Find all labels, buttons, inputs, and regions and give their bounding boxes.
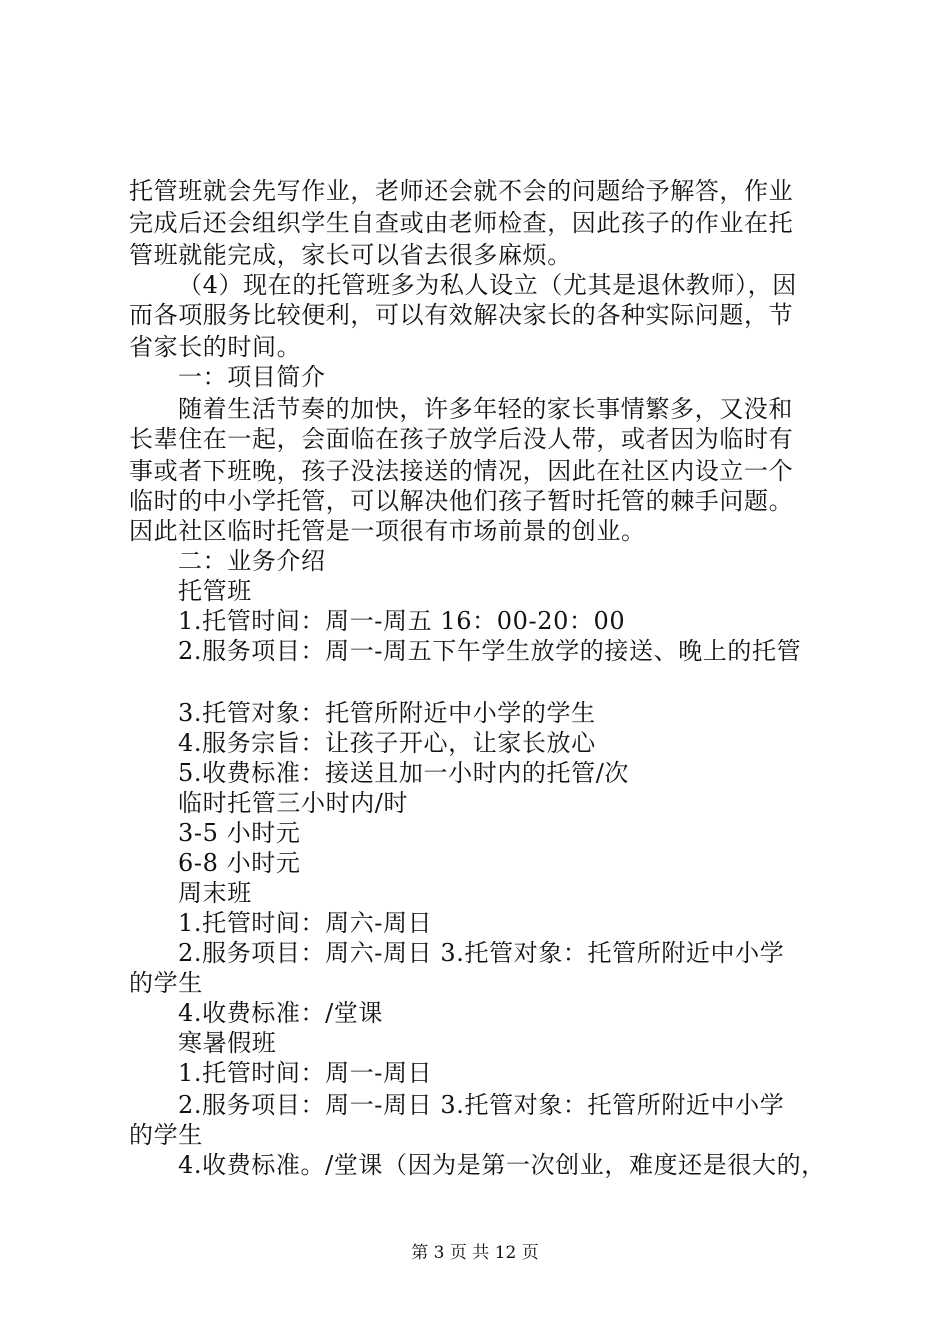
list-item: 2.服务项目：周一-周五下午学生放学的接送、晚上的托管 <box>178 637 802 665</box>
page-number-footer: 第 3 页 共 12 页 <box>411 1243 539 1263</box>
body-text-line: 省家长的时间。 <box>129 333 302 361</box>
list-item: 4.收费标准：/堂课 <box>178 999 383 1027</box>
body-text-line: 的学生 <box>129 1121 203 1149</box>
list-item: 2.服务项目：周六-周日 3.托管对象：托管所附近中小学 <box>178 939 785 967</box>
body-text-line: 管班就能完成，家长可以省去很多麻烦。 <box>129 241 572 269</box>
body-text-line: 托管班就会先写作业，老师还会就不会的问题给予解答，作业 <box>129 177 794 205</box>
subsection-heading: 周末班 <box>178 879 252 907</box>
body-text-line: 临时的中小学托管，可以解决他们孩子暂时托管的棘手问题。 <box>129 487 794 515</box>
section-heading: 一：项目简介 <box>178 363 326 391</box>
body-text-line: 的学生 <box>129 969 203 997</box>
body-text-line: 随着生活节奏的加快，许多年轻的家长事情繁多，又没和 <box>178 395 793 423</box>
list-item: 4.收费标准。/堂课（因为是第一次创业，难度还是很大的， <box>178 1151 826 1179</box>
subsection-heading: 托管班 <box>178 577 252 605</box>
body-text-line: 因此社区临时托管是一项很有市场前景的创业。 <box>129 517 646 545</box>
list-item: 5.收费标准：接送且加一小时内的托管/次 <box>178 759 629 787</box>
body-text-line: 临时托管三小时内/时 <box>178 789 409 817</box>
body-text-line: 而各项服务比较便利，可以有效解决家长的各种实际问题，节 <box>129 301 794 329</box>
body-text-line: 事或者下班晚，孩子没法接送的情况，因此在社区内设立一个 <box>129 457 794 485</box>
list-item: 1.托管时间：周六-周日 <box>178 909 433 937</box>
body-text-line: 3-5 小时元 <box>178 819 301 847</box>
list-item: 3.托管对象：托管所附近中小学的学生 <box>178 699 596 727</box>
body-text-line: 完成后还会组织学生自查或由老师检查，因此孩子的作业在托 <box>129 209 794 237</box>
body-text-line: 长辈住在一起，会面临在孩子放学后没人带，或者因为临时有 <box>129 425 794 453</box>
list-item: 1.托管时间：周一-周日 <box>178 1059 433 1087</box>
section-heading: 二：业务介绍 <box>178 547 326 575</box>
subsection-heading: 寒暑假班 <box>178 1029 277 1057</box>
list-item: 1.托管时间：周一-周五 16：00-20：00 <box>178 607 626 635</box>
body-text-line: 6-8 小时元 <box>178 849 301 877</box>
body-text-line: （4）现在的托管班多为私人设立（尤其是退休教师），因 <box>178 271 797 299</box>
list-item: 4.服务宗旨：让孩子开心，让家长放心 <box>178 729 596 757</box>
list-item: 2.服务项目：周一-周日 3.托管对象：托管所附近中小学 <box>178 1091 785 1119</box>
